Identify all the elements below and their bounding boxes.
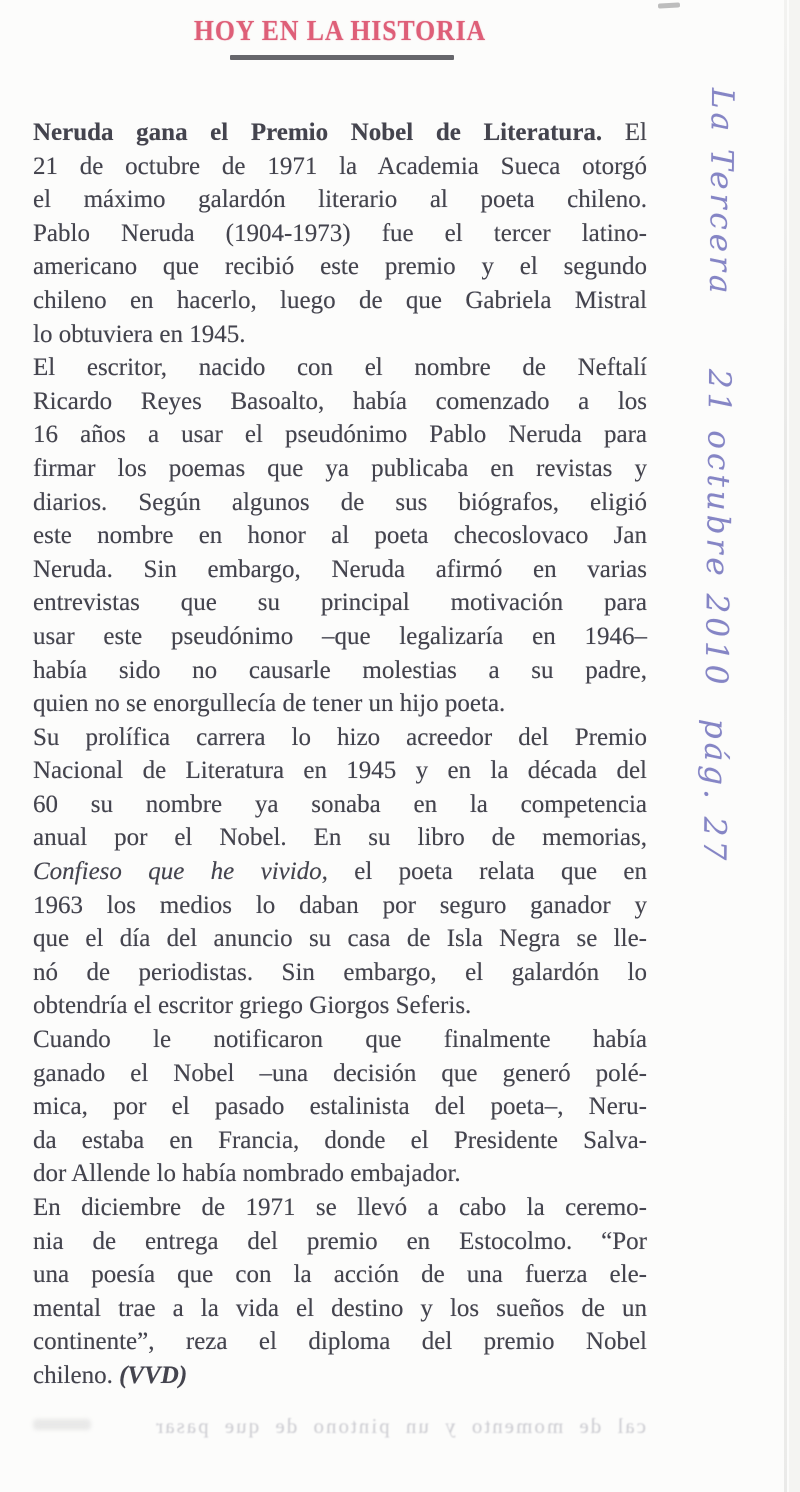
header-underline	[230, 55, 454, 60]
text: chileno.	[33, 1361, 120, 1389]
article-line	[33, 116, 647, 150]
text: anual por el Nobel. En su libro de memorias,	[33, 824, 647, 852]
text: Neruda. Sin embargo, Neruda afirmó en varias	[33, 555, 647, 583]
article-line	[33, 956, 647, 990]
text: Nacional de Literatura en 1945 y en la década del	[33, 757, 647, 785]
article-line	[33, 922, 647, 956]
article-line	[33, 519, 647, 553]
text: una poesía que con la acción de una fuerza ele-	[33, 1261, 647, 1289]
handwritten-source: La Tercera	[701, 87, 741, 298]
text: usar este pseudónimo –que legalizaría en 1946–	[33, 622, 647, 650]
article-line	[33, 620, 647, 654]
article-line	[33, 1191, 647, 1225]
article-line	[33, 1124, 647, 1158]
article-line	[33, 1090, 647, 1124]
text: mental trae a la vida el destino y los sueños de un	[33, 1294, 647, 1322]
article-line	[33, 788, 647, 822]
text: lo obtuviera en 1945.	[33, 320, 246, 348]
paragraph	[33, 351, 647, 721]
text: que el día del anuncio su casa de Isla Negra se lle-	[33, 925, 647, 953]
article-line	[33, 889, 647, 923]
article-line	[33, 150, 647, 184]
text: nia de entrega del premio en Estocolmo. “Por	[33, 1227, 647, 1255]
italic-text: Confieso que he vivido,	[33, 858, 328, 886]
text: nó de periodistas. Sin embargo, el galardón lo	[33, 958, 647, 986]
text: dor Allende lo había nombrado embajador.	[33, 1160, 461, 1188]
article-line	[33, 1057, 647, 1091]
text: Pablo Neruda (1904-1973) fue el tercer latino-	[33, 219, 647, 247]
text: chileno en hacerlo, luego de que Gabriela Mistral	[33, 286, 647, 314]
text: 1963 los medios lo daban por seguro ganador y	[33, 891, 647, 919]
scan-edge-band	[789, 0, 800, 1492]
article-line	[33, 183, 647, 217]
article-line	[33, 1325, 647, 1359]
article-line	[33, 654, 647, 688]
text: Cuando le notificaron que finalmente había	[33, 1026, 647, 1054]
section-header: HOY EN LA HISTORIA	[193, 16, 487, 47]
text: ganado el Nobel –una decisión que generó polé-	[33, 1059, 647, 1087]
handwritten-annotation	[696, 88, 740, 865]
text: da estaba en Francia, donde el Presidente Salva-	[33, 1126, 647, 1154]
handwritten-page-number: pág. 27	[695, 718, 734, 865]
article-line	[33, 351, 647, 385]
article-line	[33, 687, 647, 721]
article	[33, 116, 647, 1393]
bleed-through-text: cal de momento y un pintono de que pasar	[154, 1414, 646, 1438]
bold-text: Neruda gana el Premio Nobel de Literatura.	[33, 119, 603, 146]
text: mica, por el pasado estalinista del poeta–, Neru-	[33, 1093, 647, 1121]
text: este nombre en honor al poeta checoslovaco Jan	[33, 522, 647, 550]
text: el poeta relata que en	[327, 858, 647, 886]
text: quien no se enorgullecía de tener un hijo poeta.	[33, 690, 506, 718]
bold-italic-text: (VVD)	[119, 1361, 188, 1389]
article-line	[33, 1292, 647, 1326]
text: En diciembre de 1971 se llevó a cabo la ceremo-	[33, 1194, 647, 1221]
article-line	[33, 721, 647, 755]
article-line	[33, 284, 647, 318]
article-line	[33, 989, 647, 1023]
article-line	[33, 452, 647, 486]
article-line	[33, 553, 647, 587]
text: Su prolífica carrera lo hizo acreedor del Premio	[33, 723, 647, 751]
text: El	[602, 119, 648, 146]
text: firmar los poemas que ya publicaba en revistas y	[33, 454, 647, 482]
article-line	[33, 586, 647, 620]
text: 16 años a usar el pseudónimo Pablo Neruda para	[33, 421, 647, 449]
text: continente”, reza el diploma del premio Nobel	[33, 1328, 647, 1356]
handwritten-date: 21 octubre 2010	[697, 369, 738, 690]
article-line	[33, 821, 647, 855]
scan-artifact-dash	[658, 2, 680, 8]
article-line	[33, 486, 647, 520]
scan-edge-line	[784, 0, 787, 1492]
article-line	[33, 250, 647, 284]
text: diarios. Según algunos de sus biógrafos, eligió	[33, 488, 647, 516]
text: americano que recibió este premio y el segundo	[33, 253, 647, 281]
article-line	[33, 1023, 647, 1057]
article-line	[33, 217, 647, 251]
article-line	[33, 418, 647, 452]
paragraph	[33, 1023, 647, 1191]
text: Ricardo Reyes Basoalto, había comenzado a los	[33, 387, 647, 415]
article-line	[33, 855, 647, 889]
text: había sido no causarle molestias a su padre,	[33, 656, 647, 684]
paragraph	[33, 1191, 647, 1393]
text: obtendría el escritor griego Giorgos Seferis.	[33, 992, 472, 1020]
article-line	[33, 1359, 647, 1393]
text: 60 su nombre ya sonaba en la competencia	[33, 790, 647, 818]
article-line	[33, 318, 647, 352]
scan-smudge	[33, 1419, 91, 1430]
article-line	[33, 1258, 647, 1292]
paragraph	[33, 116, 647, 351]
text: el máximo galardón literario al poeta chileno.	[33, 186, 647, 214]
article-line	[33, 754, 647, 788]
text: entrevistas que su principal motivación para	[33, 589, 647, 617]
article-line	[33, 1225, 647, 1259]
article-line	[33, 1157, 647, 1191]
paragraph	[33, 721, 647, 1023]
text: El escritor, nacido con el nombre de Neftalí	[33, 354, 647, 382]
text: 21 de octubre de 1971 la Academia Sueca otorgó	[33, 152, 647, 180]
article-line	[33, 385, 647, 419]
